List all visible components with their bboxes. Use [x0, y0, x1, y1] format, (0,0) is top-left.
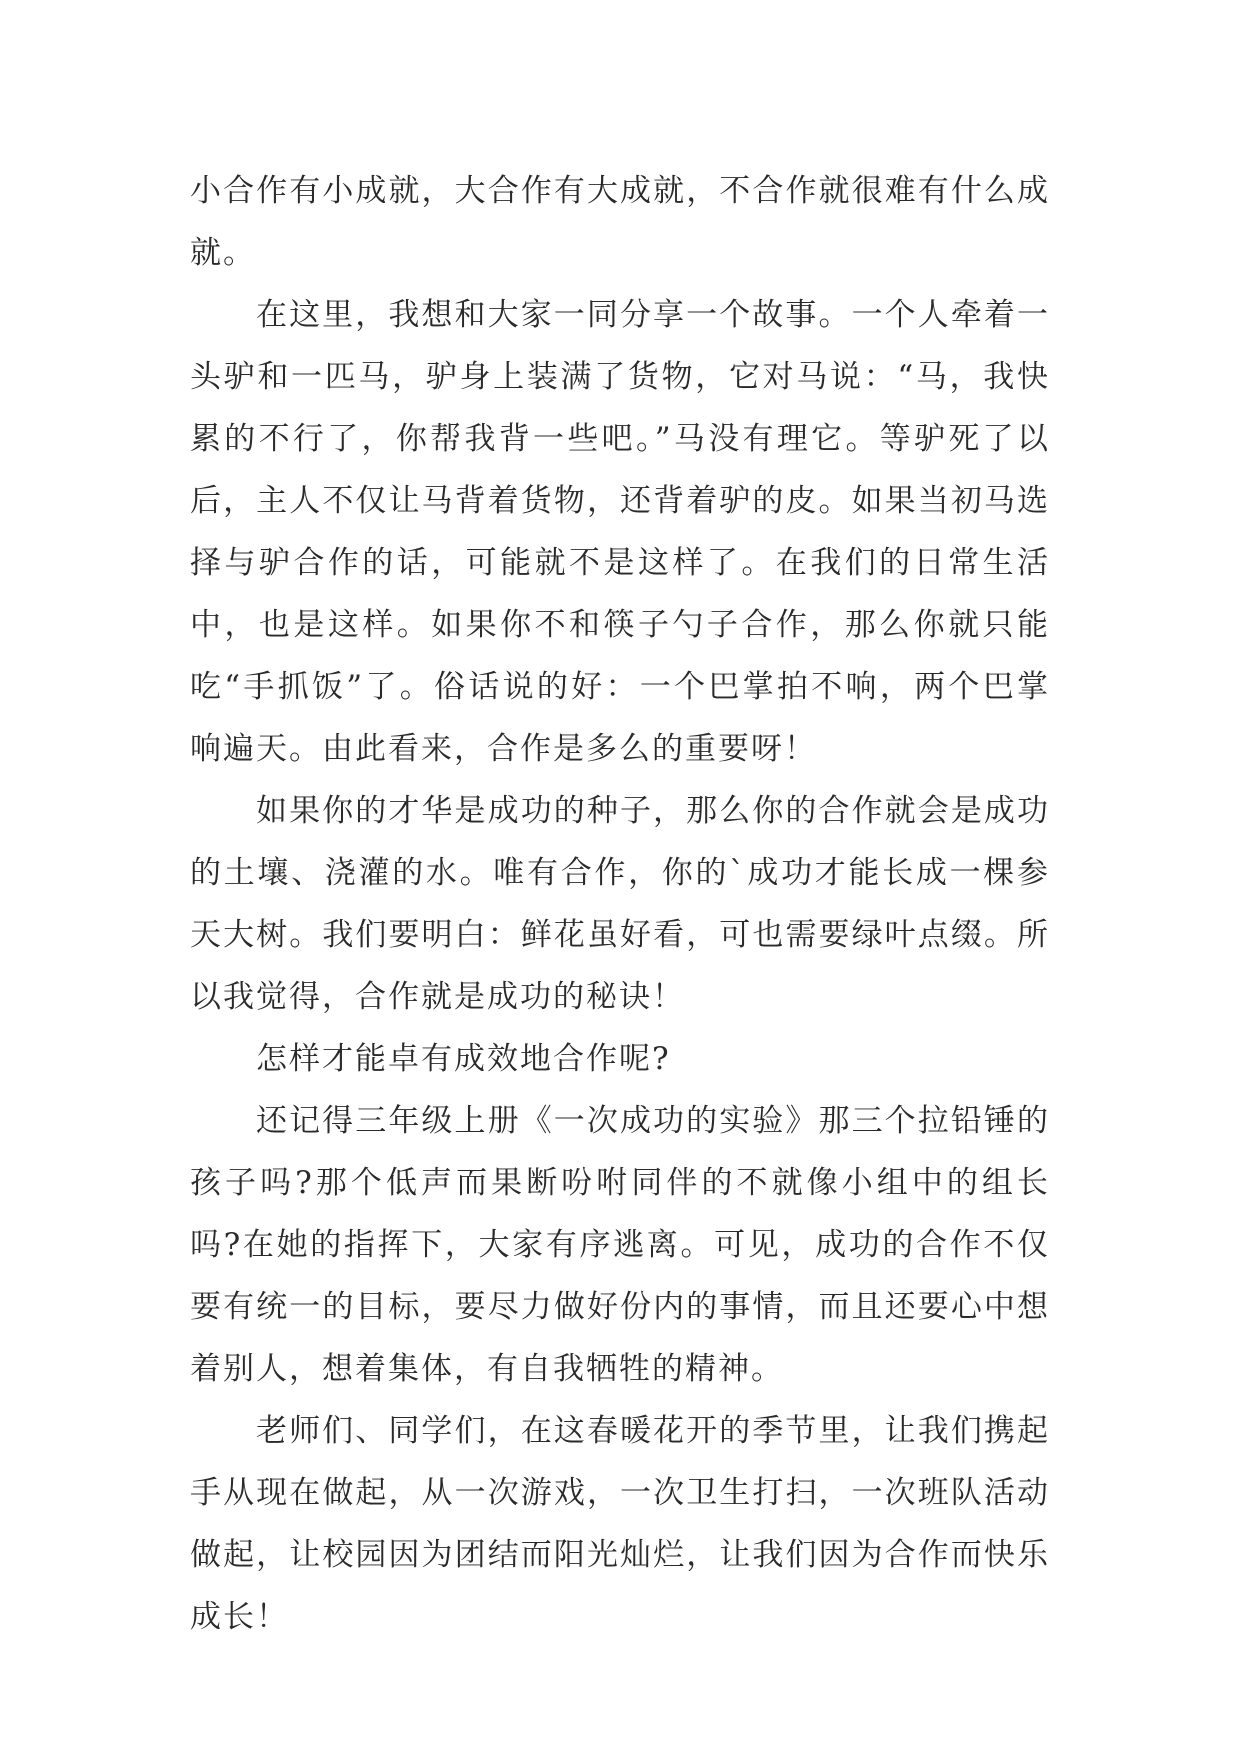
paragraph-5: 还记得三年级上册《一次成功的实验》那三个拉铅锤的孩子吗?那个低声而果断吩咐同伴的不就像小组中的组长吗?在她的指挥下，大家有序逃离。可见，成功的合作不仅要有统一的目标，要尽力做好份内的事情，而且还要心中想着别人，想着集体，有自我牺牲的精神。 [190, 1103, 1050, 1387]
paragraph-4: 怎样才能卓有成效地合作呢? [256, 1041, 671, 1077]
paragraph-3: 如果你的才华是成功的种子，那么你的合作就会是成功的土壤、浇灌的水。唯有合作，你的`成功才能长成一棵参天大树。我们要明白：鲜花虽好看，可也需要绿叶点缀。所以我觉得，合作就是成功的秘诀！ [190, 793, 1050, 1015]
document-body [190, 160, 1050, 1648]
paragraph-2: 在这里，我想和大家一同分享一个故事。一个人牵着一头驴和一匹马，驴身上装满了货物，它对马说：“马，我快累的不行了，你帮我背一些吧。”马没有理它。等驴死了以后，主人不仅让马背着货物，还背着驴的皮。如果当初马选择与驴合作的话，可能就不是这样了。在我们的日常生活中，也是这样。如果你不和筷子勺子合作，那么你就只能吃“手抓饭”了。俗话说的好：一个巴掌拍不响，两个巴掌响遍天。由此看来，合作是多么的重要呀！ [190, 297, 1050, 767]
paragraph-6: 老师们、同学们，在这春暖花开的季节里，让我们携起手从现在做起，从一次游戏，一次卫生打扫，一次班队活动做起，让校园因为团结而阳光灿烂，让我们因为合作而快乐成长！ [190, 1413, 1050, 1635]
paragraph-1: 小合作有小成就，大合作有大成就，不合作就很难有什么成就。 [190, 173, 1050, 271]
